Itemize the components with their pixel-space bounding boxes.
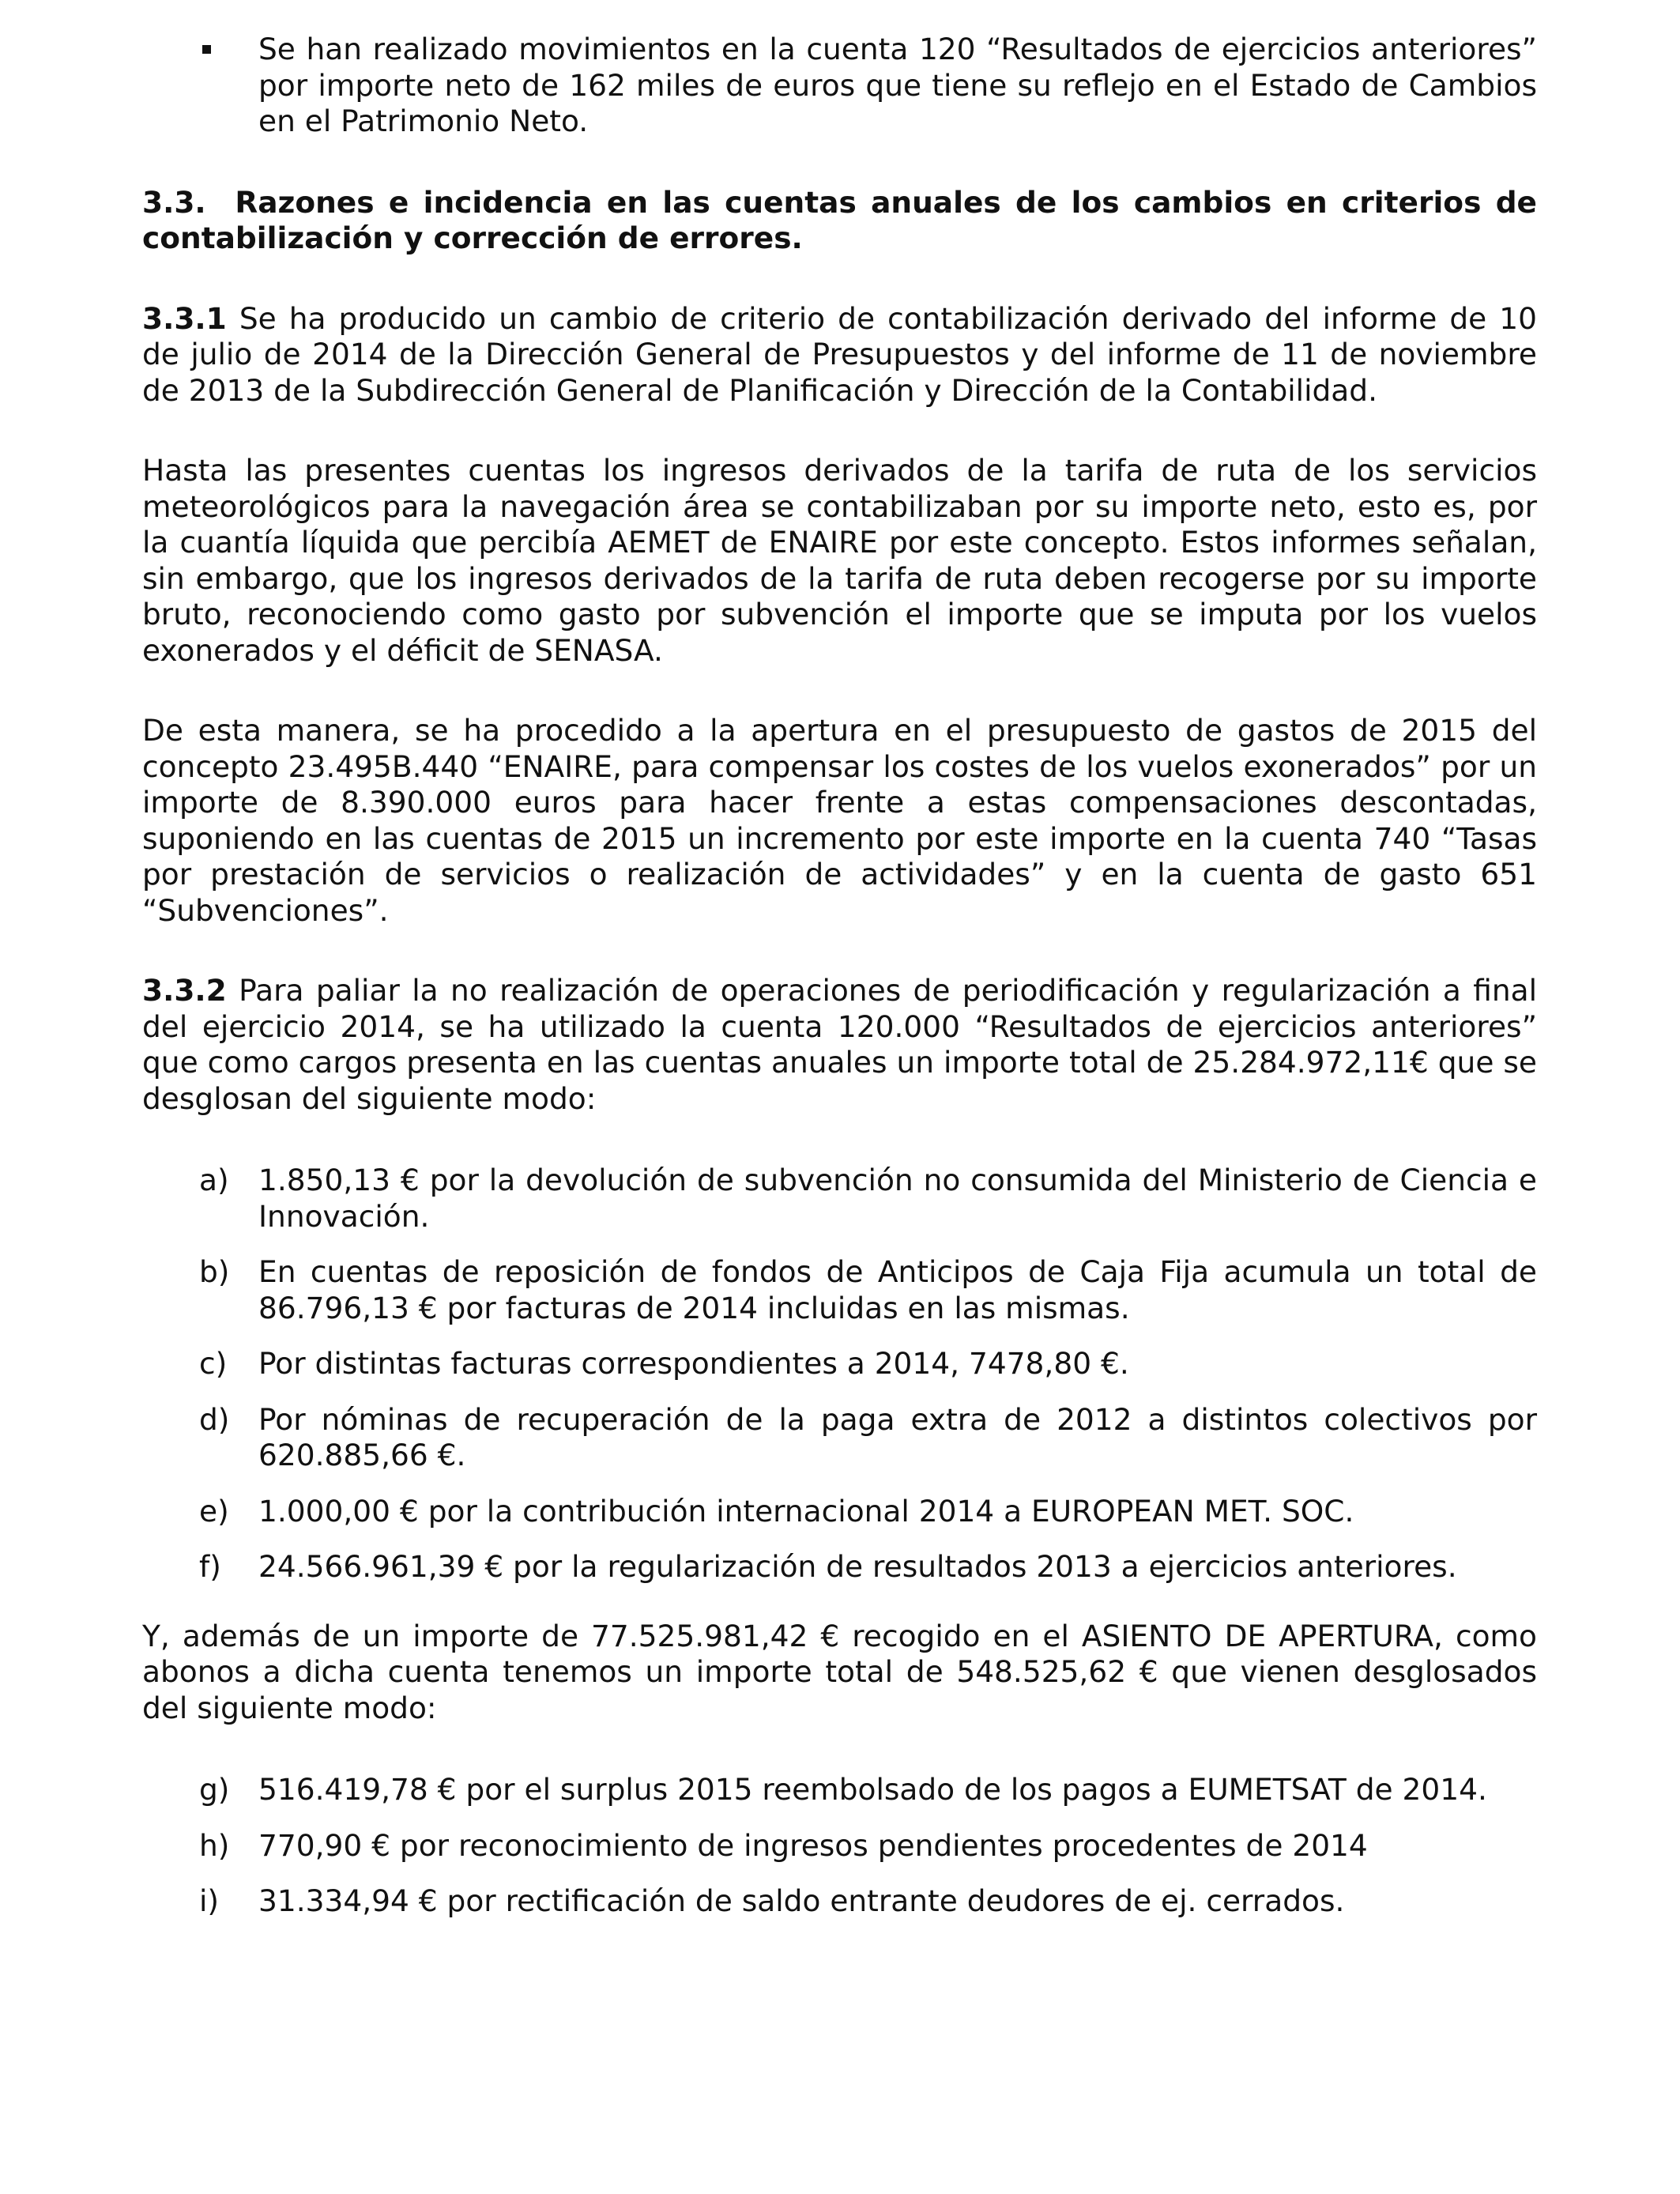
- list-item-text: 31.334,94 € por rectificación de saldo entrante deudores de ej. cerrados.: [258, 1883, 1345, 1918]
- paragraph-3-3-2-intro: [142, 973, 1537, 1117]
- subsection-number: 3.3.2: [142, 973, 227, 1008]
- document-page: [142, 32, 1537, 1940]
- paragraph-tarifa-ruta: Hasta las presentes cuentas los ingresos derivados de la tarifa de ruta de los servicios meteorológicos para la navegación área se contabilizaban por su importe neto, esto es, por la cuantía líquida que percibía AEMET de ENAIRE por este concepto. Estos informes señalan, sin embargo, que los ingresos derivados de la tarifa de ruta deben recogerse por su importe bruto, reconociendo como gasto por subvención el importe que se imputa por los vuelos exonerados y el déficit de SENASA.: [142, 453, 1537, 668]
- list-item-text: Por distintas facturas correspondientes a 2014, 7478,80 €.: [258, 1346, 1129, 1381]
- paragraph-abonos-intro: Y, además de un importe de 77.525.981,42 € recogido en el ASIENTO DE APERTURA, como abonos a dicha cuenta tenemos un importe total de 548.525,62 € que vienen desglosados del siguiente modo:: [142, 1618, 1537, 1725]
- paragraph-3-3-1-intro: [142, 301, 1537, 409]
- list-item: [142, 1549, 1537, 1585]
- list-marker: i): [199, 1883, 220, 1918]
- subsection-number: 3.3.1: [142, 300, 227, 336]
- list-item-text: En cuentas de reposición de fondos de Anticipos de Caja Fija acumula un total de 86.796,13 € por facturas de 2014 incluidas en las mismas.: [258, 1254, 1537, 1325]
- paragraph-text: Para paliar la no realización de operaciones de periodificación y regularización a final del ejercicio 2014, se ha utilizado la cuenta 120.000 “Resultados de ejercicios anteriores” que como cargos presenta en las cuentas anuales un importe total de 25.284.972,11€ que se desglosan del siguiente modo:: [142, 973, 1537, 1116]
- list-marker: d): [199, 1401, 230, 1437]
- paragraph-enaire: De esta manera, se ha procedido a la apertura en el presupuesto de gastos de 2015 del concepto 23.495B.440 “ENAIRE, para compensar los costes de los vuelos exonerados” por un importe de 8.390.000 euros para hacer frente a estas compensaciones descontadas, suponiendo en las cuentas de 2015 un incremento por este importe en la cuenta 740 “Tasas por prestación de servicios o realización de actividades” y en la cuenta de gasto 651 “Subvenciones”.: [142, 713, 1537, 928]
- list-item-text: 1.850,13 € por la devolución de subvención no consumida del Ministerio de Ciencia e Innovación.: [258, 1163, 1537, 1234]
- list-marker: b): [199, 1254, 230, 1289]
- paragraph-text: Se ha producido un cambio de criterio de contabilización derivado del informe de 10 de julio de 2014 de la Dirección General de Presupuestos y del informe de 11 de noviembre de 2013 de la Subdirección General de Planificación y Dirección de la Contabilidad.: [142, 300, 1537, 408]
- list-item: [142, 1828, 1537, 1864]
- list-item-text: 770,90 € por reconocimiento de ingresos pendientes procedentes de 2014: [258, 1827, 1368, 1863]
- list-item: [142, 1346, 1537, 1382]
- list-item: [142, 1883, 1537, 1920]
- list-item: [142, 1494, 1537, 1530]
- abonos-list: [142, 1772, 1537, 1920]
- list-marker: e): [199, 1493, 229, 1529]
- square-bullet-icon: [202, 45, 211, 54]
- list-item-text: 516.419,78 € por el surplus 2015 reembolsado de los pagos a EUMETSAT de 2014.: [258, 1772, 1487, 1807]
- list-marker: a): [199, 1163, 229, 1197]
- bullet-text: Se han realizado movimientos en la cuenta 120 “Resultados de ejercicios anteriores” por importe neto de 162 miles de euros que tiene su reflejo en el Estado de Cambios en el Patrimonio Neto.: [258, 32, 1537, 138]
- list-item: [142, 1254, 1537, 1326]
- list-item: [142, 1163, 1537, 1235]
- list-marker: h): [199, 1827, 230, 1863]
- section-title: Razones e incidencia en las cuentas anuales de los cambios en criterios de contabilización y corrección de errores.: [142, 184, 1537, 255]
- list-marker: g): [199, 1772, 230, 1807]
- cargos-list: [142, 1163, 1537, 1585]
- list-item-text: 24.566.961,39 € por la regularización de resultados 2013 a ejercicios anteriores.: [258, 1549, 1457, 1584]
- section-number: 3.3.: [142, 184, 206, 220]
- list-item-text: 1.000,00 € por la contribución internacional 2014 a EUROPEAN MET. SOC.: [258, 1493, 1354, 1529]
- list-marker: c): [199, 1346, 228, 1381]
- list-item: [142, 1402, 1537, 1474]
- list-item-text: Por nóminas de recuperación de la paga extra de 2012 a distintos colectivos por 620.885,66 €.: [258, 1401, 1537, 1472]
- section-heading-3-3: [142, 185, 1537, 257]
- list-marker: f): [199, 1549, 221, 1584]
- bullet-item: [142, 32, 1537, 140]
- list-item: [142, 1772, 1537, 1808]
